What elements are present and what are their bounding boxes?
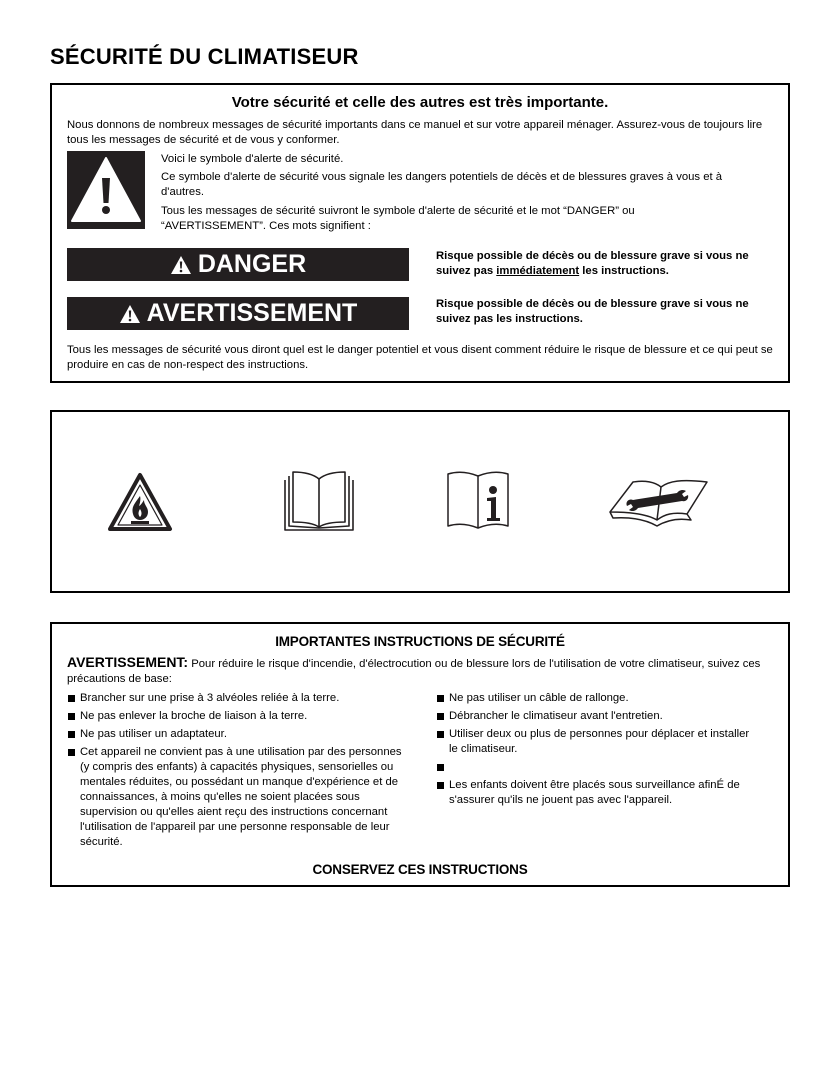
list-item: Brancher sur une prise à 3 alvéoles reliée à la terre. bbox=[67, 691, 402, 706]
list-item: Les enfants doivent être placés sous surveillance afinÉ de s'assurer qu'ils ne jouent pas avec l'appareil. bbox=[436, 778, 756, 808]
list-item: Ne pas utiliser un adaptateur. bbox=[67, 727, 402, 742]
list-item: Débrancher le climatiseur avant l'entretien. bbox=[436, 709, 756, 724]
warning-alert-icon bbox=[119, 304, 141, 324]
warning-label: AVERTISSEMENT bbox=[146, 299, 358, 327]
right-instructions-list bbox=[436, 691, 756, 811]
safety-footer: Tous les messages de sécurité vous diront quel est le danger potentiel et vous disent comment réduire le risque de blessure et ce qui peut se produire en cas de non-respect des instructions. bbox=[67, 344, 773, 371]
left-instructions-list bbox=[67, 691, 402, 853]
warning-description: Risque possible de décès ou de blessure grave si vous ne suivez pas les instructions. bbox=[436, 298, 749, 325]
flammable-warning-icon bbox=[107, 472, 173, 532]
manual-book-icon bbox=[283, 470, 355, 532]
safety-heading: Votre sécurité et celle des autres est très importante. bbox=[231, 94, 609, 111]
list-item: Ne pas utiliser un câble de rallonge. bbox=[436, 691, 756, 706]
page-title: SÉCURITÉ DU CLIMATISEUR bbox=[50, 44, 359, 69]
list-item bbox=[436, 760, 756, 775]
danger-signal-bar bbox=[67, 248, 409, 281]
instructions-footer: CONSERVEZ CES INSTRUCTIONS bbox=[312, 862, 528, 877]
danger-alert-icon bbox=[170, 255, 192, 275]
symbol-line-3: Tous les messages de sécurité suivront le symbole d'alerte de sécurité et le mot “DANGER” ou “AVERTISSEMENT”. Ces mots signifient : bbox=[161, 205, 635, 232]
service-manual-icon bbox=[607, 476, 711, 530]
list-item: Utiliser deux ou plus de personnes pour déplacer et installer le climatiseur. bbox=[436, 727, 756, 757]
list-item: Ne pas enlever la broche de liaison à la terre. bbox=[67, 709, 402, 724]
instructions-heading: IMPORTANTES INSTRUCTIONS DE SÉCURITÉ bbox=[275, 634, 565, 649]
warning-signal-bar bbox=[67, 297, 409, 330]
instructions-warning-text: Pour réduire le risque d'incendie, d'électrocution ou de blessure lors de l'utilisation de votre climatiseur, suivez ces précautions de base: bbox=[67, 658, 761, 685]
safety-alert-symbol-icon bbox=[67, 151, 145, 229]
list-item: Cet appareil ne convient pas à une utilisation par des personnes (y compris des enfants) à capacités physiques, sensorielles ou mentales réduites, ou possédant un manque d'expérience et de connaissances, à moins qu'elles ne soient placées sous supervision ou qu'elles aient reçu des instructions concernant l'utilisation de l'appareil par une personne responsable de leur sécurité. bbox=[67, 745, 402, 850]
danger-text-emphasis: immédiatement bbox=[496, 265, 580, 277]
danger-description bbox=[436, 249, 784, 279]
pictogram-box bbox=[50, 410, 790, 593]
instructions-warning-lead: AVERTISSEMENT: bbox=[67, 654, 189, 670]
info-book-icon bbox=[446, 470, 510, 530]
safety-alert-box bbox=[50, 83, 790, 383]
instructions-warning bbox=[67, 655, 782, 687]
instructions-box bbox=[50, 622, 790, 887]
danger-label: DANGER bbox=[197, 250, 307, 278]
danger-text-end: les instructions. bbox=[579, 265, 669, 277]
safety-intro: Nous donnons de nombreux messages de sécurité importants dans ce manuel et sur votre appareil ménager. Assurez-vous de toujours lire tous les messages de sécurité et de vous y conformer. bbox=[67, 119, 763, 146]
danger-text-start: Risque possible de décès ou de blessure grave si vous ne suivez pas bbox=[436, 250, 749, 277]
symbol-line-2: Ce symbole d'alerte de sécurité vous signale les dangers potentiels de décès et de blessures graves à vous et à d'autres. bbox=[161, 171, 723, 198]
symbol-line-1: Voici le symbole d'alerte de sécurité. bbox=[161, 153, 344, 165]
